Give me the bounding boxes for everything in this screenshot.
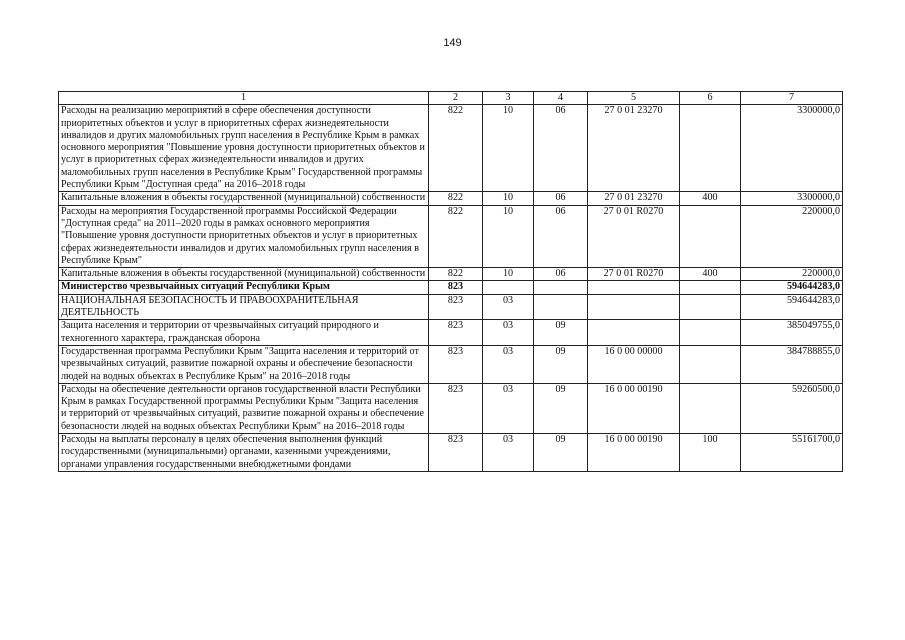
row-subsection-code: 06 — [534, 105, 588, 192]
row-section-code — [483, 281, 534, 294]
header-cell: 3 — [483, 92, 534, 105]
row-target-code — [588, 320, 680, 346]
row-subsection-code — [534, 281, 588, 294]
row-ministry-code: 823 — [429, 281, 483, 294]
row-expense-type-code — [680, 281, 741, 294]
row-ministry-code: 823 — [429, 345, 483, 383]
header-cell: 6 — [680, 92, 741, 105]
row-ministry-code: 822 — [429, 105, 483, 192]
row-target-code: 16 0 00 00190 — [588, 434, 680, 472]
row-amount: 3300000,0 — [741, 192, 843, 205]
table-row — [59, 205, 843, 267]
row-amount: 55161700,0 — [741, 434, 843, 472]
row-section-code: 03 — [483, 320, 534, 346]
row-target-code: 27 0 01 R0270 — [588, 268, 680, 281]
row-ministry-code: 823 — [429, 434, 483, 472]
row-amount: 220000,0 — [741, 205, 843, 267]
row-subsection-code: 06 — [534, 268, 588, 281]
row-expense-type-code — [680, 205, 741, 267]
table-row — [59, 383, 843, 433]
row-name: Капитальные вложения в объекты государственной (муниципальной) собственности — [59, 192, 429, 205]
row-subsection-code: 06 — [534, 205, 588, 267]
header-row — [59, 92, 843, 105]
row-section-code: 03 — [483, 345, 534, 383]
row-subsection-code: 09 — [534, 434, 588, 472]
row-expense-type-code — [680, 294, 741, 320]
row-target-code: 16 0 00 00000 — [588, 345, 680, 383]
row-expense-type-code — [680, 345, 741, 383]
row-target-code — [588, 281, 680, 294]
row-subsection-code: 09 — [534, 320, 588, 346]
row-expense-type-code — [680, 320, 741, 346]
row-amount: 59260500,0 — [741, 383, 843, 433]
row-name: Защита населения и территории от чрезвычайных ситуаций природного и техногенного характера, гражданская оборона — [59, 320, 429, 346]
row-expense-type-code: 400 — [680, 268, 741, 281]
header-cell: 7 — [741, 92, 843, 105]
row-ministry-code: 823 — [429, 320, 483, 346]
row-name: Государственная программа Республики Крым "Защита населения и территорий от чрезвычайных ситуаций, развитие пожарной охраны и обеспечение безопасности людей на водных объектах в Республике Крым" на 2016–2018 годы — [59, 345, 429, 383]
row-name: Министерство чрезвычайных ситуаций Республики Крым — [59, 281, 429, 294]
row-amount: 384788855,0 — [741, 345, 843, 383]
row-section-code: 10 — [483, 192, 534, 205]
row-section-code: 10 — [483, 205, 534, 267]
row-section-code: 10 — [483, 105, 534, 192]
budget-table — [58, 91, 843, 472]
header-cell: 1 — [59, 92, 429, 105]
row-expense-type-code: 100 — [680, 434, 741, 472]
row-target-code: 16 0 00 00190 — [588, 383, 680, 433]
row-amount: 220000,0 — [741, 268, 843, 281]
row-target-code: 27 0 01 R0270 — [588, 205, 680, 267]
row-amount: 3300000,0 — [741, 105, 843, 192]
header-cell: 4 — [534, 92, 588, 105]
table-row — [59, 281, 843, 294]
row-name: Расходы на выплаты персоналу в целях обеспечения выполнения функций государственными (муниципальными) органами, казенными учреждениями, органами управления государственными внебюджетными фондами — [59, 434, 429, 472]
row-section-code: 03 — [483, 294, 534, 320]
row-section-code: 03 — [483, 434, 534, 472]
row-subsection-code: 09 — [534, 383, 588, 433]
row-name: Капитальные вложения в объекты государственной (муниципальной) собственности — [59, 268, 429, 281]
row-subsection-code: 06 — [534, 192, 588, 205]
row-name: Расходы на реализацию мероприятий в сфере обеспечения доступности приоритетных объектов и услуг в приоритетных сферах жизнедеятельности инвалидов и других маломобильных групп населения в Республике Крым в рамках основного мероприятия "Повышение уровня доступности приоритетных объектов и услуг в приоритетных сферах жизнедеятельности инвалидов и других маломобильных групп населения в Республике Крым" Государственной программы Республики Крым "Доступная среда" на 2016–2018 годы — [59, 105, 429, 192]
table-row — [59, 268, 843, 281]
page-number: 149 — [443, 37, 462, 49]
row-section-code: 10 — [483, 268, 534, 281]
row-amount: 594644283,0 — [741, 281, 843, 294]
table-row — [59, 345, 843, 383]
row-amount: 594644283,0 — [741, 294, 843, 320]
row-name: Расходы на мероприятия Государственной программы Российской Федерации "Доступная среда" на 2011–2020 годы в рамках основного мероприятия "Повышение уровня доступности приоритетных объектов и услуг в приоритетных сферах жизнедеятельности инвалидов и других маломобильных групп населения в Республике Крым" — [59, 205, 429, 267]
row-target-code: 27 0 01 23270 — [588, 105, 680, 192]
row-expense-type-code — [680, 105, 741, 192]
row-name: НАЦИОНАЛЬНАЯ БЕЗОПАСНОСТЬ И ПРАВООХРАНИТЕЛЬНАЯ ДЕЯТЕЛЬНОСТЬ — [59, 294, 429, 320]
row-ministry-code: 823 — [429, 383, 483, 433]
row-ministry-code: 822 — [429, 268, 483, 281]
row-target-code: 27 0 01 23270 — [588, 192, 680, 205]
row-subsection-code — [534, 294, 588, 320]
header-cell: 5 — [588, 92, 680, 105]
row-section-code: 03 — [483, 383, 534, 433]
row-expense-type-code: 400 — [680, 192, 741, 205]
row-name: Расходы на обеспечение деятельности органов государственной власти Республики Крым в рамках Государственной программы Республики Крым "Защита населения и территорий от чрезвычайных ситуаций, развитие пожарной охраны и обеспечение безопасности людей на водных объектах Республики Крым" на 2016–2018 годы — [59, 383, 429, 433]
table-row — [59, 320, 843, 346]
table-row — [59, 105, 843, 192]
header-cell: 2 — [429, 92, 483, 105]
table-row — [59, 294, 843, 320]
row-expense-type-code — [680, 383, 741, 433]
row-amount: 385049755,0 — [741, 320, 843, 346]
table-row — [59, 434, 843, 472]
row-ministry-code: 823 — [429, 294, 483, 320]
row-ministry-code: 822 — [429, 192, 483, 205]
row-ministry-code: 822 — [429, 205, 483, 267]
row-subsection-code: 09 — [534, 345, 588, 383]
row-target-code — [588, 294, 680, 320]
table-row — [59, 192, 843, 205]
